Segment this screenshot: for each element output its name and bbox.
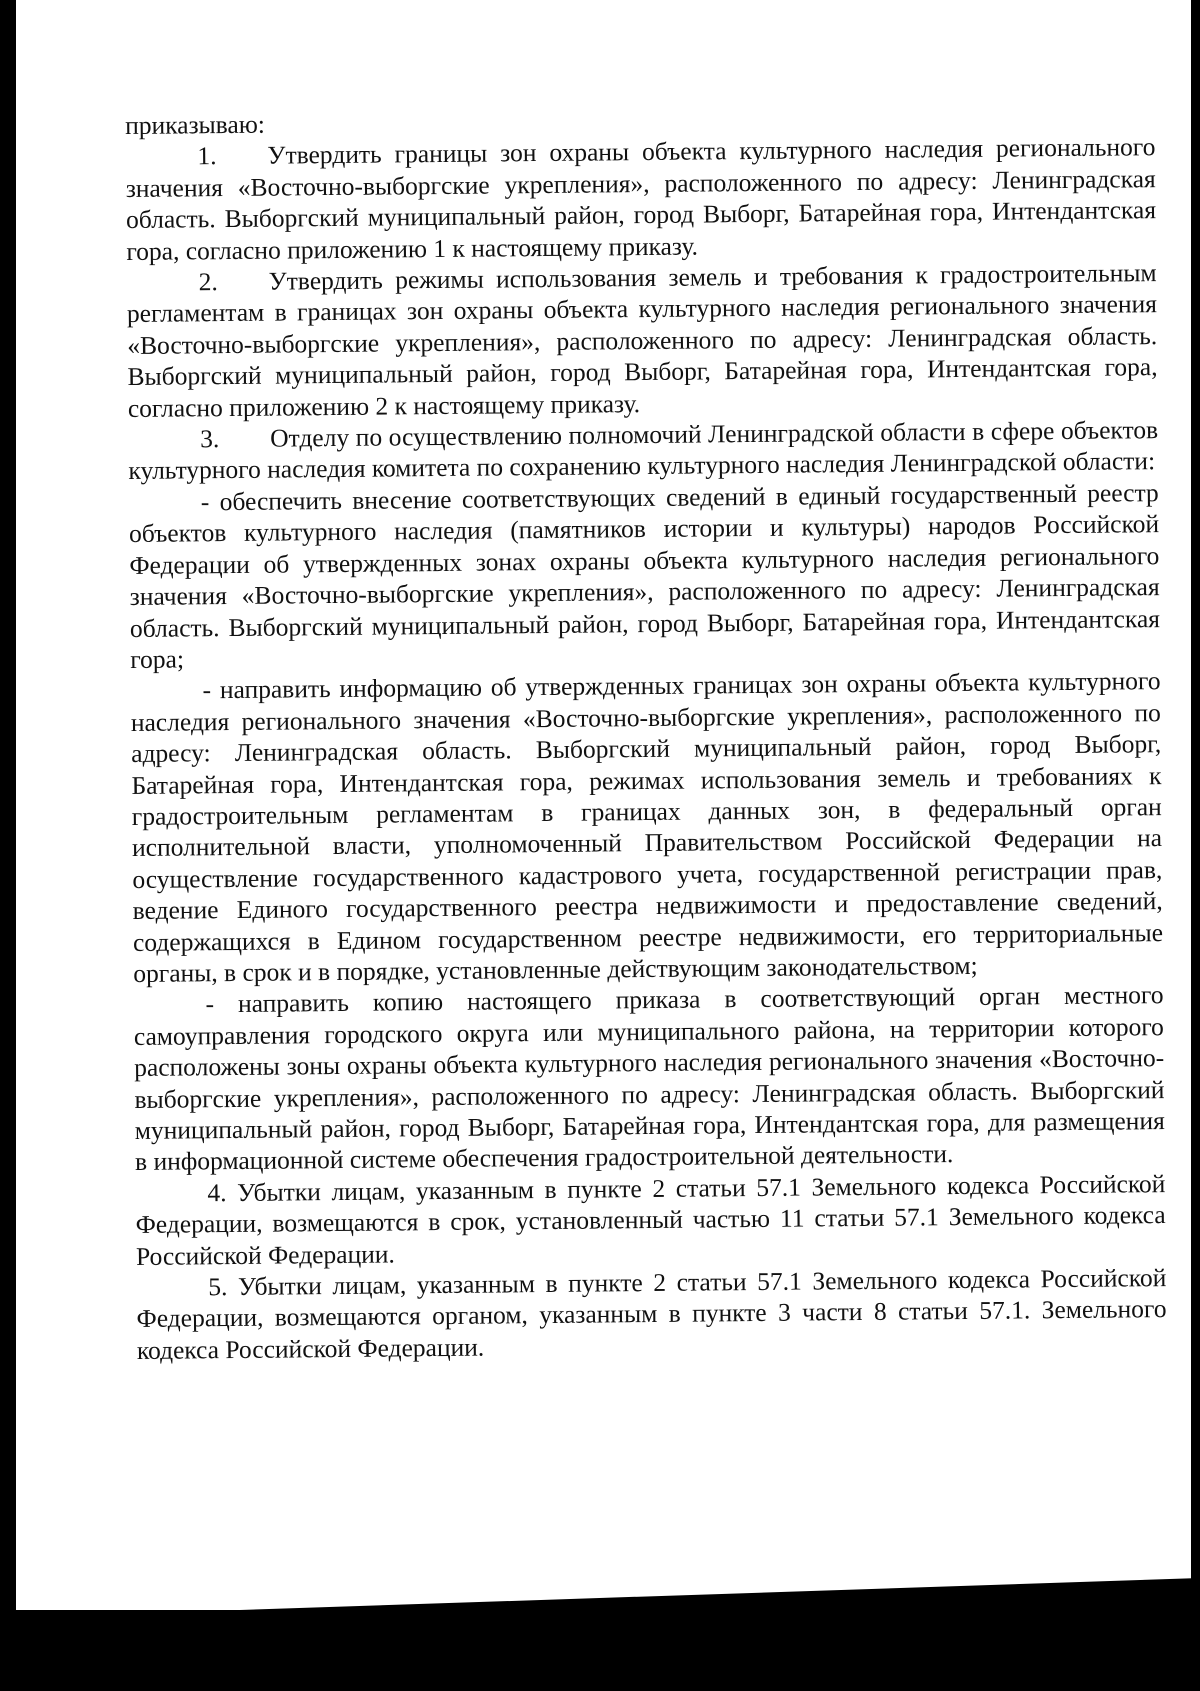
item-5: 5. Убытки лицам, указанным в пункте 2 статьи 57.1 Земельного кодекса Российской Федерации, возмещаются органом, указанным в пункте 3 части 8 статьи 57.1. Земельного кодекса Российской Федерации. [136, 1263, 1167, 1365]
item-2-text: Утвердить режимы использования земель и требования к градостроительным регламентам в границах зон охраны объекта культурного наследия регионального значения «Восточно-выборгские укрепления», расположенного по адресу: Ленинградская область. Выборгский муниципальный район, город Выборг, Батарейная гора, Интендантская гора, согласно приложению 2 к настоящему приказу. [126, 258, 1158, 423]
subitem-2: - направить информацию об утвержденных границах зон охраны объекта культурного наследия регионального значения «Восточно-выборгские укрепления», расположенного по адресу: Ленинградская область. Выборгский муниципальный район, город Выборг, Батарейная гора, Интендантская гора, режимах использования земель и требованиях к градостроительным регламентам в границах данных зон, в федеральный орган исполнительной власти, уполномоченный Правительством Российской Федерации на осуществление государственного кадастрового учета, государственной регистрации прав, ведение Единого государственного реестра недвижимости и предоставление сведений, содержащихся в Едином государственном реестре недвижимости, его территориальные органы, в срок и в порядке, установленные действующим законодательством; [130, 666, 1164, 988]
item-2 [127, 257, 1158, 424]
item-4: 4. Убытки лицам, указанным в пункте 2 статьи 57.1 Земельного кодекса Российской Федерации, возмещаются в срок, установленный частью 11 статьи 57.1 Земельного кодекса Российской Федерации. [135, 1168, 1166, 1271]
scan-bottom-band [0, 1610, 1200, 1691]
subitem-1: - обеспечить внесение соответствующих сведений в единый государственный реестр объектов культурного наследия (памятников истории и культуры) народов Российской Федерации об утвержденных зонах охраны объекта культурного наследия регионального значения «Восточно-выборгские укрепления», расположенного по адресу: Ленинградская область. Выборгский муниципальный район, город Выборг, Батарейная гора, Интендантская гора; [128, 477, 1161, 674]
scan-left-edge [0, 0, 16, 1691]
item-1-text: Утвердить границы зон охраны объекта культурного наследия регионального значения «Восточно-выборгские укрепления», расположенного по адресу: Ленинградская область. Выборгский муниципальный район, город Выборг, Батарейная гора, Интендантская гора, согласно приложению 1 к настоящему приказу. [125, 132, 1157, 266]
item-3-text: Отделу по осуществлению полномочий Ленинградской области в сфере объектов культурного наследия комитета по сохранению культурного наследия Ленинградской области: [128, 415, 1159, 486]
item-3 [128, 414, 1159, 487]
item-3-number: 3. [200, 424, 220, 454]
opening-line: приказываю: [125, 109, 266, 140]
item-1-number: 1. [197, 141, 217, 171]
document-page [125, 100, 1167, 1366]
scan-right-edge [1191, 0, 1200, 1691]
item-1 [125, 132, 1156, 268]
subitem-3: - направить копию настоящего приказа в соответствующий орган местного самоуправления городского округа или муниципального района, на территории которого расположены зоны охраны объекта культурного наследия регионального значения «Восточно-выборгские укрепления», расположенного по адресу: Ленинградская область. Выборгский муниципальный район, город Выборг, Батарейная гора, Интендантская гора, для размещения в информационной системе обеспечения градостроительной деятельности. [133, 980, 1165, 1177]
item-2-number: 2. [198, 267, 218, 297]
